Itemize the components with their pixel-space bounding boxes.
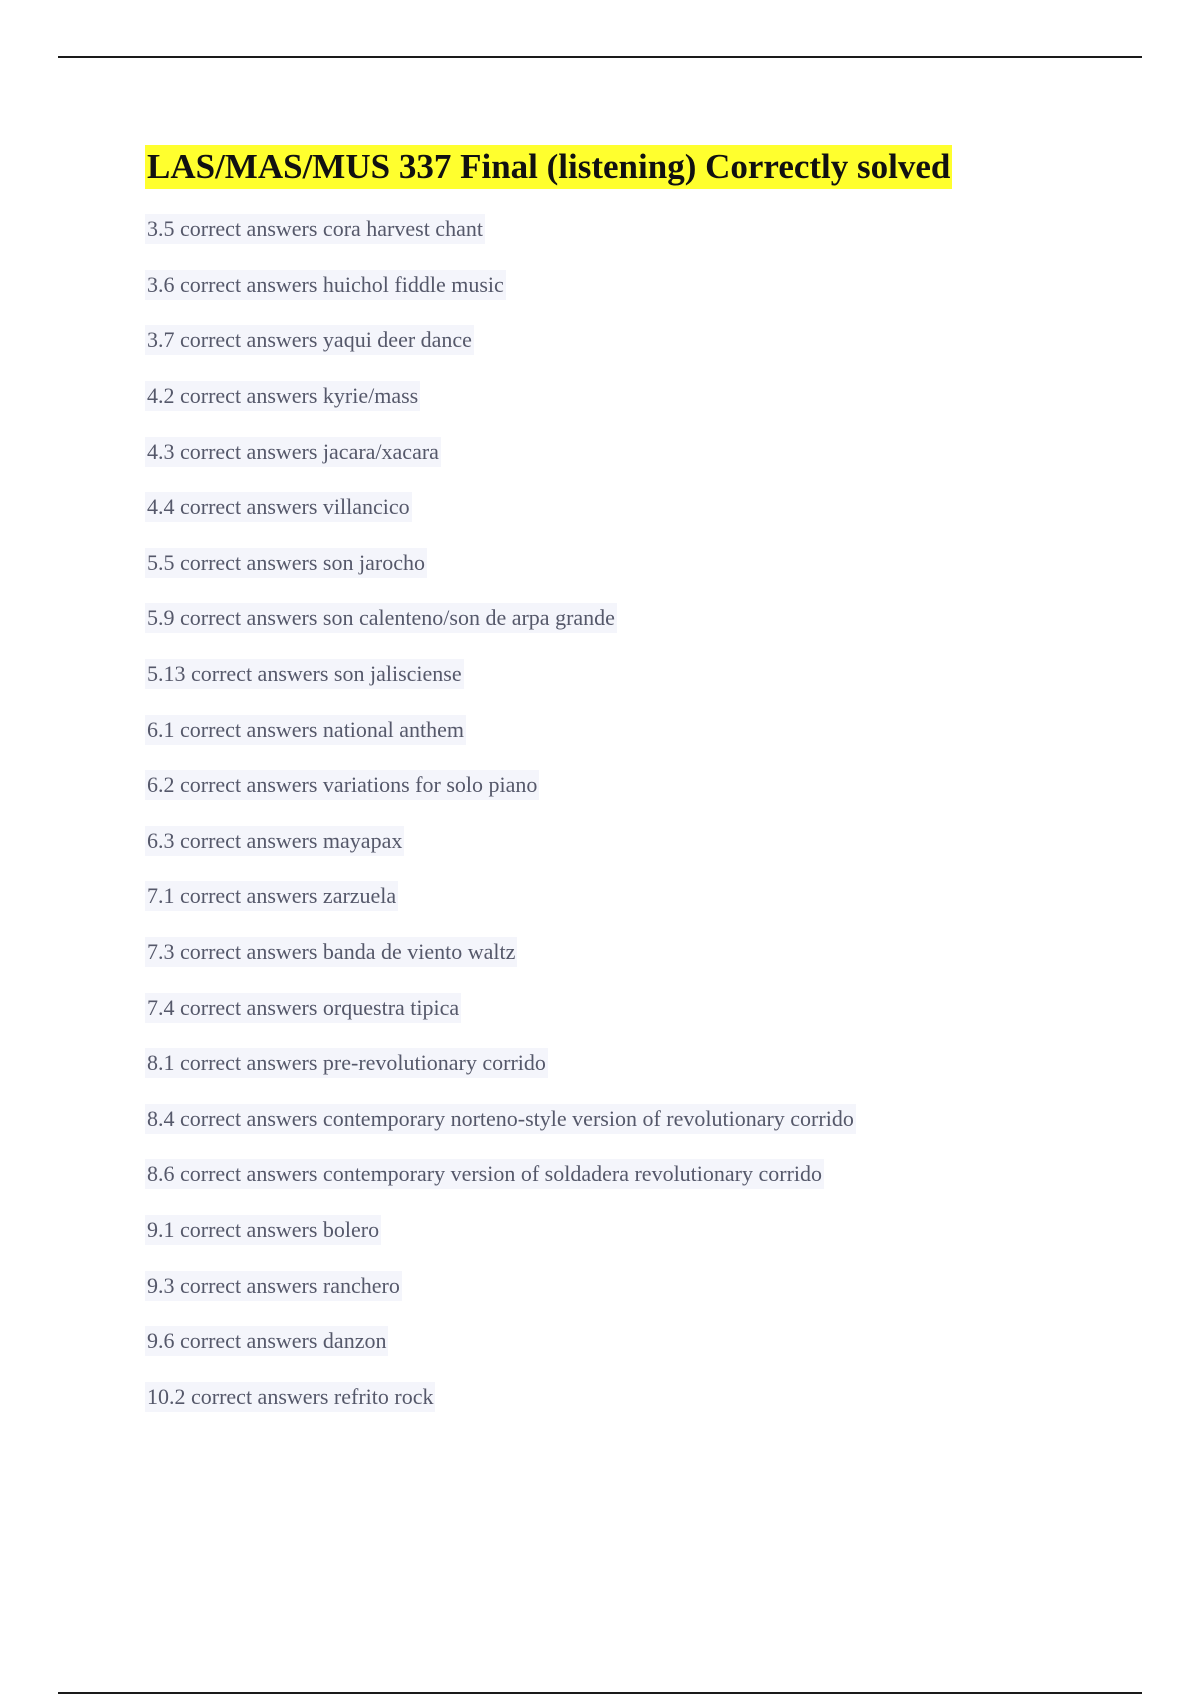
list-item-text: 7.4 correct answers orquestra tipica xyxy=(145,993,461,1023)
list-item xyxy=(145,603,617,633)
list-item-text: 5.13 correct answers son jalisciense xyxy=(145,659,464,689)
list-item xyxy=(145,993,461,1023)
list-item xyxy=(145,548,427,578)
list-item-text: 4.4 correct answers villancico xyxy=(145,492,412,522)
list-item-text: 10.2 correct answers refrito rock xyxy=(145,1382,435,1412)
list-item xyxy=(145,1104,856,1134)
list-item xyxy=(145,437,441,467)
list-item xyxy=(145,381,420,411)
list-item xyxy=(145,659,464,689)
list-item xyxy=(145,1048,548,1078)
list-item xyxy=(145,881,398,911)
list-item-text: 5.5 correct answers son jarocho xyxy=(145,548,427,578)
list-item-text: 6.1 correct answers national anthem xyxy=(145,715,466,745)
list-item xyxy=(145,492,412,522)
list-item xyxy=(145,1326,388,1356)
list-item xyxy=(145,214,485,244)
list-item-text: 8.6 correct answers contemporary version of soldadera revolutionary corrido xyxy=(145,1159,824,1189)
list-item-text: 8.1 correct answers pre-revolutionary corrido xyxy=(145,1048,548,1078)
list-item xyxy=(145,715,466,745)
list-item xyxy=(145,937,517,967)
list-item-text: 6.2 correct answers variations for solo piano xyxy=(145,770,539,800)
list-item xyxy=(145,1382,435,1412)
list-item xyxy=(145,325,474,355)
top-rule xyxy=(58,56,1142,58)
list-item-text: 3.6 correct answers huichol fiddle music xyxy=(145,270,506,300)
list-item-text: 3.5 correct answers cora harvest chant xyxy=(145,214,485,244)
list-item xyxy=(145,270,506,300)
list-item-text: 9.3 correct answers ranchero xyxy=(145,1271,402,1301)
bottom-rule xyxy=(58,1692,1142,1694)
list-item-text: 7.3 correct answers banda de viento waltz xyxy=(145,937,517,967)
list-item xyxy=(145,1271,402,1301)
list-item-text: 5.9 correct answers son calenteno/son de arpa grande xyxy=(145,603,617,633)
list-item-text: 4.2 correct answers kyrie/mass xyxy=(145,381,420,411)
list-item-text: 9.6 correct answers danzon xyxy=(145,1326,388,1356)
list-item-text: 4.3 correct answers jacara/xacara xyxy=(145,437,441,467)
title-block xyxy=(145,145,952,189)
list-item xyxy=(145,826,404,856)
list-item-text: 7.1 correct answers zarzuela xyxy=(145,881,398,911)
list-item xyxy=(145,770,539,800)
document-title: LAS/MAS/MUS 337 Final (listening) Correctly solved xyxy=(145,145,952,189)
list-item-text: 9.1 correct answers bolero xyxy=(145,1215,381,1245)
list-item-text: 8.4 correct answers contemporary norteno-style version of revolutionary corrido xyxy=(145,1104,856,1134)
list-item xyxy=(145,1159,824,1189)
list-item-text: 6.3 correct answers mayapax xyxy=(145,826,404,856)
list-item-text: 3.7 correct answers yaqui deer dance xyxy=(145,325,474,355)
list-item xyxy=(145,1215,381,1245)
